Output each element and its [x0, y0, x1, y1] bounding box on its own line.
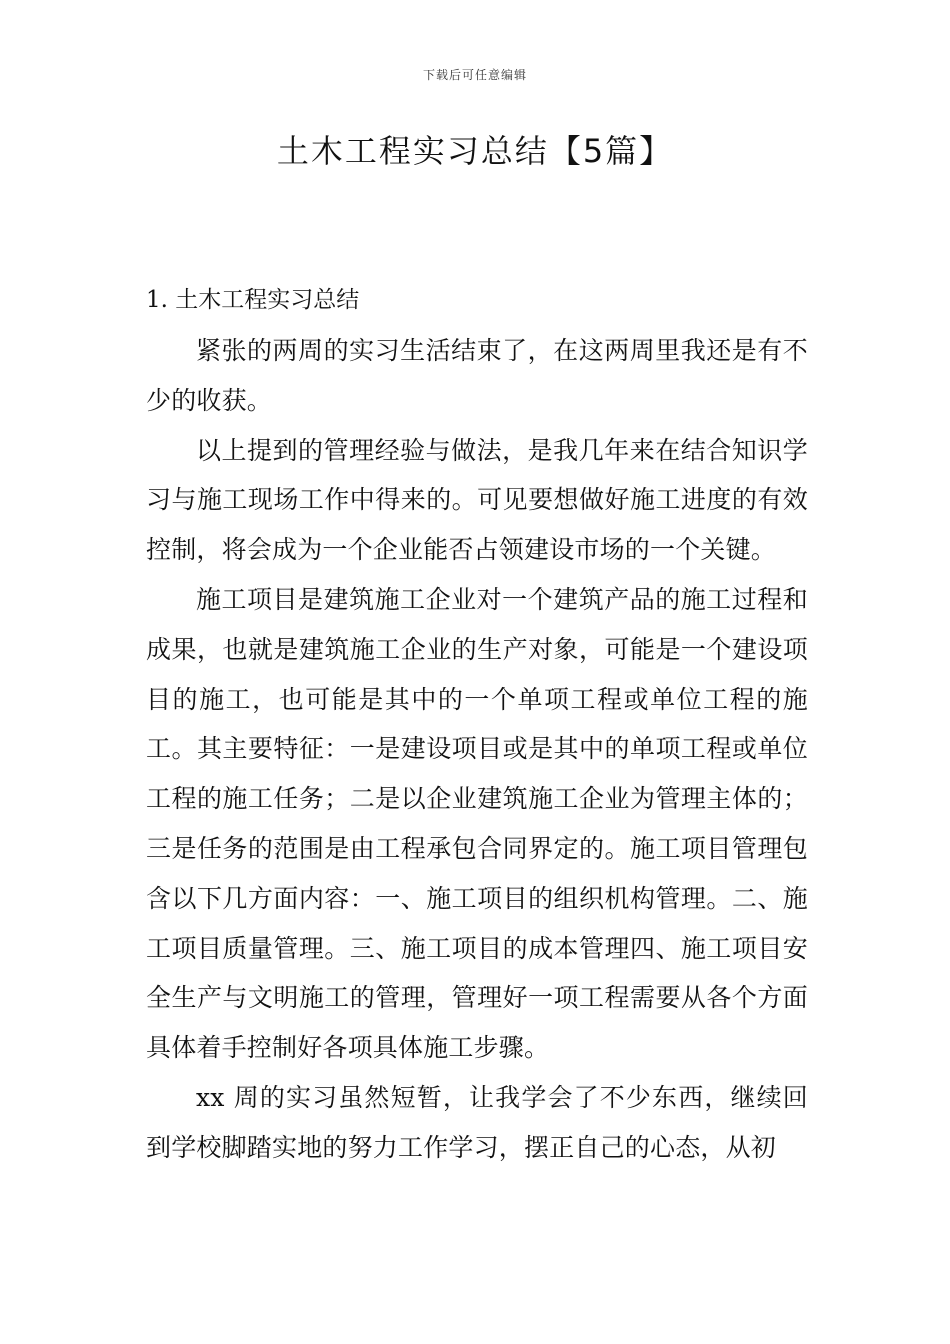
document-title: 土木工程实习总结【5篇】 — [276, 132, 674, 170]
paragraph: 紧张的两周的实习生活结束了，在这两周里我还是有不少的收获。 — [146, 336, 808, 415]
body-text — [146, 326, 808, 1173]
section-heading: 1. 土木工程实习总结 — [146, 287, 360, 313]
paragraph: xx 周的实习虽然短暂，让我学会了不少东西，继续回到学校脚踏实地的努力工作学习，摆正自己的心态，从初 — [146, 1082, 808, 1162]
paragraph: 施工项目是建筑施工企业对一个建筑产品的施工过程和成果，也就是建筑施工企业的生产对象，可能是一个建设项目的施工，也可能是其中的一个单项工程或单位工程的施工。其主要特征：一是建设项目或是其中的单项工程或单位工程的施工任务；二是以企业建筑施工企业为管理主体的；三是任务的范围是由工程承包合同界定的。施工项目管理包含以下几方面内容：一、施工项目的组织机构管理。二、施工项目质量管理。三、施工项目的成本管理四、施工项目安全生产与文明施工的管理，管理好一项工程需要从各个方面具体着手控制好各项具体施工步骤。 — [146, 584, 808, 1063]
header-note: 下载后可任意编辑 — [422, 68, 527, 82]
paragraph: 以上提到的管理经验与做法，是我几年来在结合知识学习与施工现场工作中得来的。可见要想做好施工进度的有效控制，将会成为一个企业能否占领建设市场的一个关键。 — [146, 435, 808, 565]
